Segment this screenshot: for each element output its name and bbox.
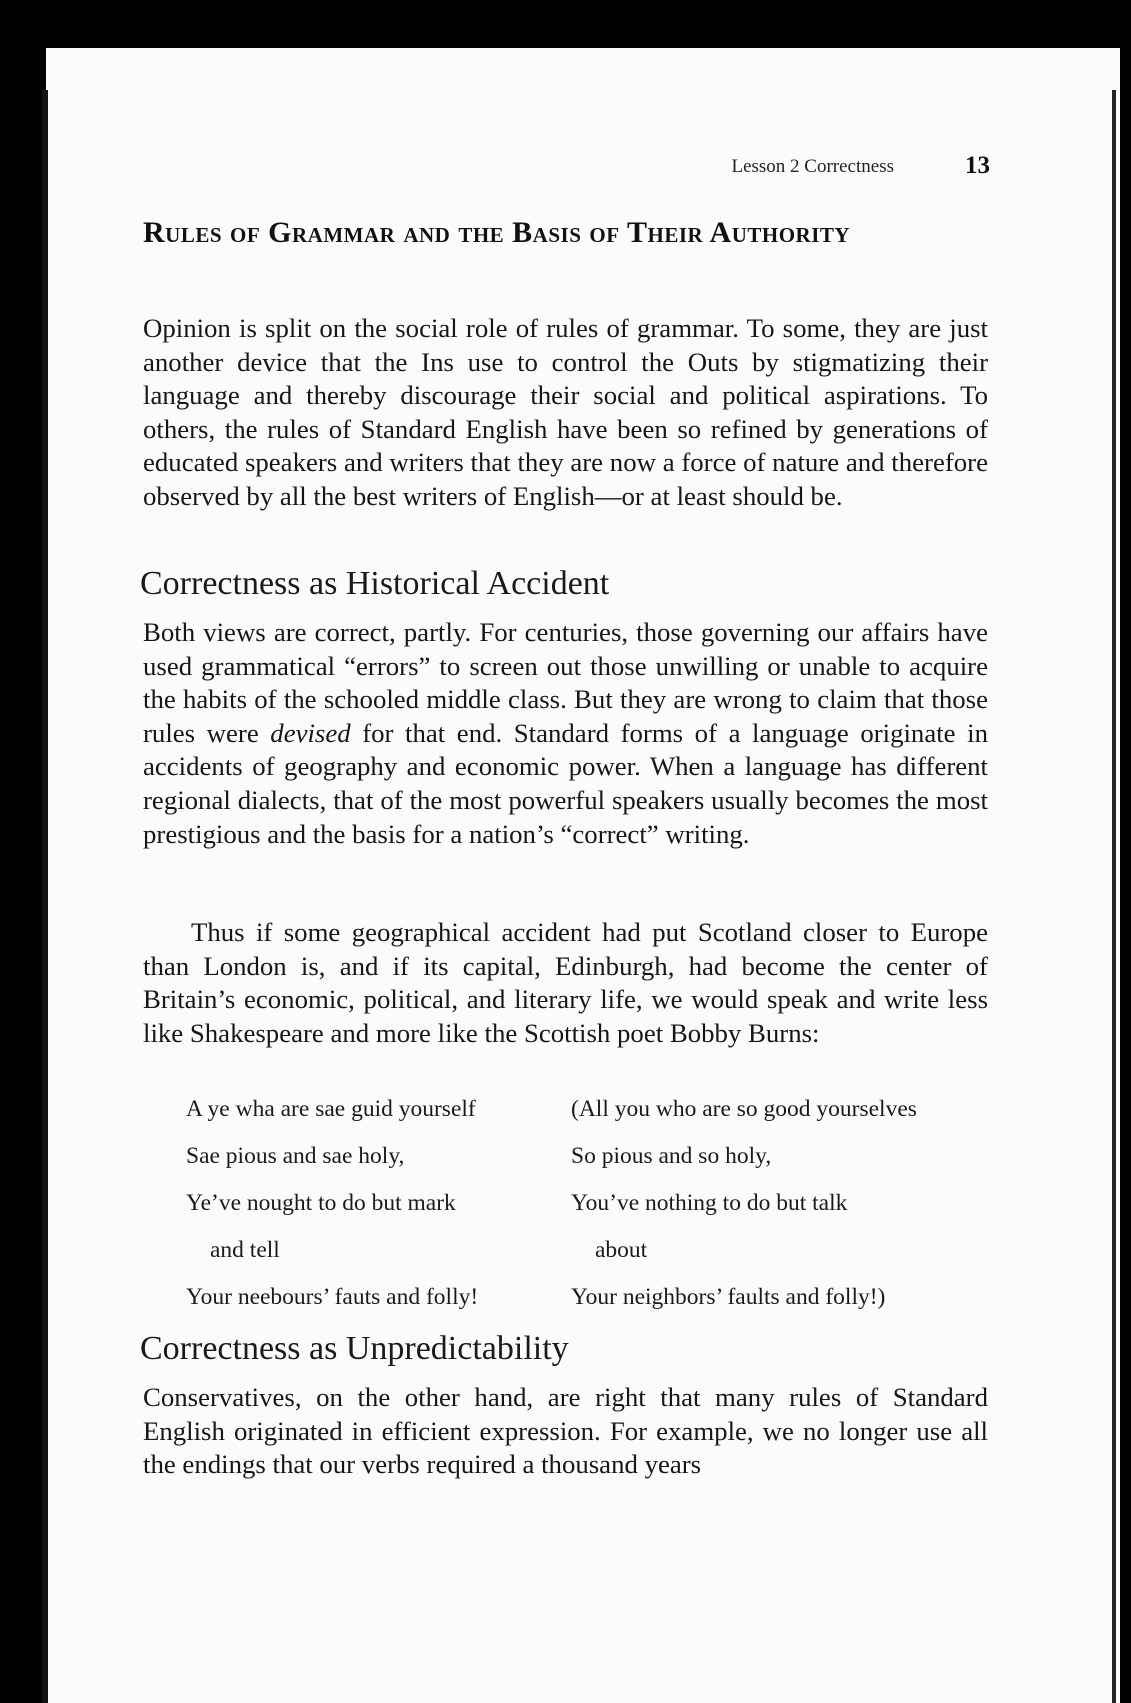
section-heading: Rules of Grammar and the Basis of Their Authority (143, 216, 851, 249)
scotland-paragraph: Thus if some geographical accident had put Scotland closer to Europe than London is, and if its capital, Edinburgh, had become the center of Britain’s economic, political, and literary life, we would speak and write less like Shakespeare and more like the Scottish poet Bobby Burns: (143, 917, 988, 1048)
page-edge-right (1112, 90, 1116, 1703)
page-number: 13 (965, 152, 990, 179)
subheading-historical-accident: Correctness as Historical Accident (140, 565, 610, 602)
historical-accident-paragraph (143, 616, 988, 851)
running-head-label: Lesson 2 Correctness (731, 156, 894, 177)
poem-scots-line: and tell (210, 1237, 280, 1263)
poem-english-line: (All you who are so good yourselves (571, 1096, 917, 1122)
poem-line (186, 1284, 986, 1314)
paragraph-text: for that end. Standard forms of a language originate in accidents of geography and economic power. When a language has different regional dialects, that of the most powerful speakers usually becomes the most prestigious and the basis for a nation’s “correct” writing. (143, 717, 988, 849)
emphasis-devised: devised (270, 717, 351, 748)
binding-shadow-left (42, 90, 48, 1703)
poem-scots-line: A ye wha are sae guid yourself (186, 1096, 476, 1122)
poem-english-line: about (595, 1237, 648, 1263)
running-head (130, 152, 990, 184)
scan-border-right (1121, 48, 1131, 1703)
poem-scots-line: Your neebours’ fauts and folly! (186, 1284, 479, 1310)
intro-paragraph: Opinion is split on the social role of rules of grammar. To some, they are just another device that the Ins use to control the Outs by stigmatizing their language and thereby discourage their social and political aspirations. To others, the rules of Standard English have been so refined by generations of educated speakers and writers that they are now a force of nature and therefore observed by all the best writers of English—or at least should be. (143, 313, 988, 511)
poem-english-line: You’ve nothing to do but talk (571, 1190, 848, 1216)
poem-english-line: So pious and so holy, (571, 1143, 772, 1169)
poem-english-line: Your neighbors’ faults and folly!) (571, 1284, 886, 1310)
poem-line (186, 1190, 986, 1220)
poem-line (186, 1096, 986, 1126)
poem-scots-line: Ye’ve nought to do but mark (186, 1190, 456, 1216)
poem-line (186, 1143, 986, 1173)
poem-scots-line: Sae pious and sae holy, (186, 1143, 405, 1169)
subheading-unpredictability: Correctness as Unpredictability (140, 1330, 569, 1367)
poem-line (186, 1237, 986, 1267)
paragraph-text: Both views are correct, partly. For centuries, those governing our affairs have used grammatical “errors” to screen out those unwilling or unable to acquire the habits of the schooled middle class. But they are wrong to claim that those rules were (143, 617, 988, 748)
unpredictability-paragraph: Conservatives, on the other hand, are right that many rules of Standard English originated in efficient expression. For example, we no longer use all the endings that our verbs required a thousand years (143, 1382, 988, 1480)
